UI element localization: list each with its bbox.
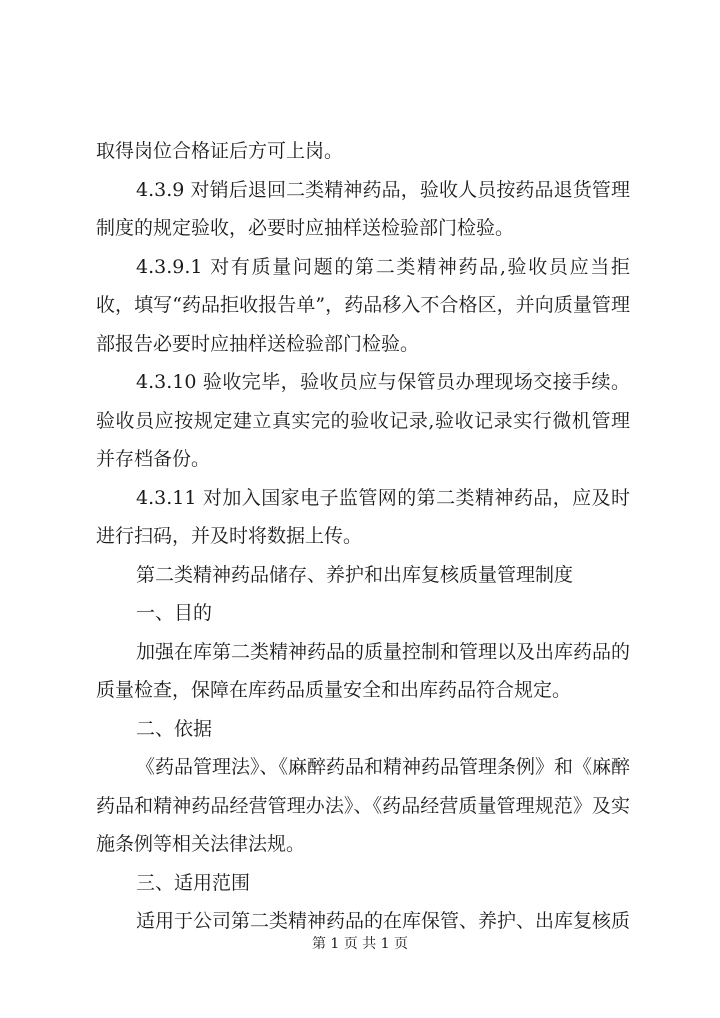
subheading-scope: 三、适用范围 — [136, 871, 251, 894]
subheading-basis: 二、依据 — [136, 717, 213, 740]
section-heading: 第二类精神药品储存、养护和出库复核质量管理制度 — [136, 563, 574, 586]
paragraph-4: 4.3.10 验收完毕，验收员应与保管员办理现场交接手续。验收员应按规定建立真实完的验收记录,验收记录实行微机管理并存档备份。 — [96, 371, 630, 470]
paragraph-5: 4.3.11 对加入国家电子监管网的第二类精神药品，应及时进行扫码，并及时将数据上传。 — [96, 486, 630, 547]
paragraph-purpose: 加强在库第二类精神药品的质量控制和管理以及出库药品的质量检查，保障在库药品质量安全和出库药品符合规定。 — [96, 640, 631, 701]
paragraph-basis: 《药品管理法》、《麻醉药品和精神药品管理条例》和《麻醉药品和精神药品经营管理办法》、《药品经营质量管理规范》及实施条例等相关法律法规。 — [96, 756, 631, 855]
paragraph-2: 4.3.9 对销后退回二类精神药品，验收人员按药品退货管理制度的规定验收，必要时应抽样送检验部门检验。 — [96, 178, 630, 239]
document-body — [96, 132, 630, 941]
page-footer: 第 1 页 共 1 页 — [311, 936, 409, 952]
paragraph-1: 取得岗位合格证后方可上岗。 — [96, 140, 344, 162]
subheading-purpose: 一、目的 — [136, 602, 213, 624]
paragraph-3: 4.3.9.1 对有质量问题的第二类精神药品,验收员应当拒收，填写“药品拒收报告单”，药品移入不合格区，并向质量管理部报告必要时应抽样送检验部门检验。 — [96, 255, 630, 355]
paragraph-scope: 适用于公司第二类精神药品的在库保管、养护、出库复核质 — [136, 910, 631, 932]
